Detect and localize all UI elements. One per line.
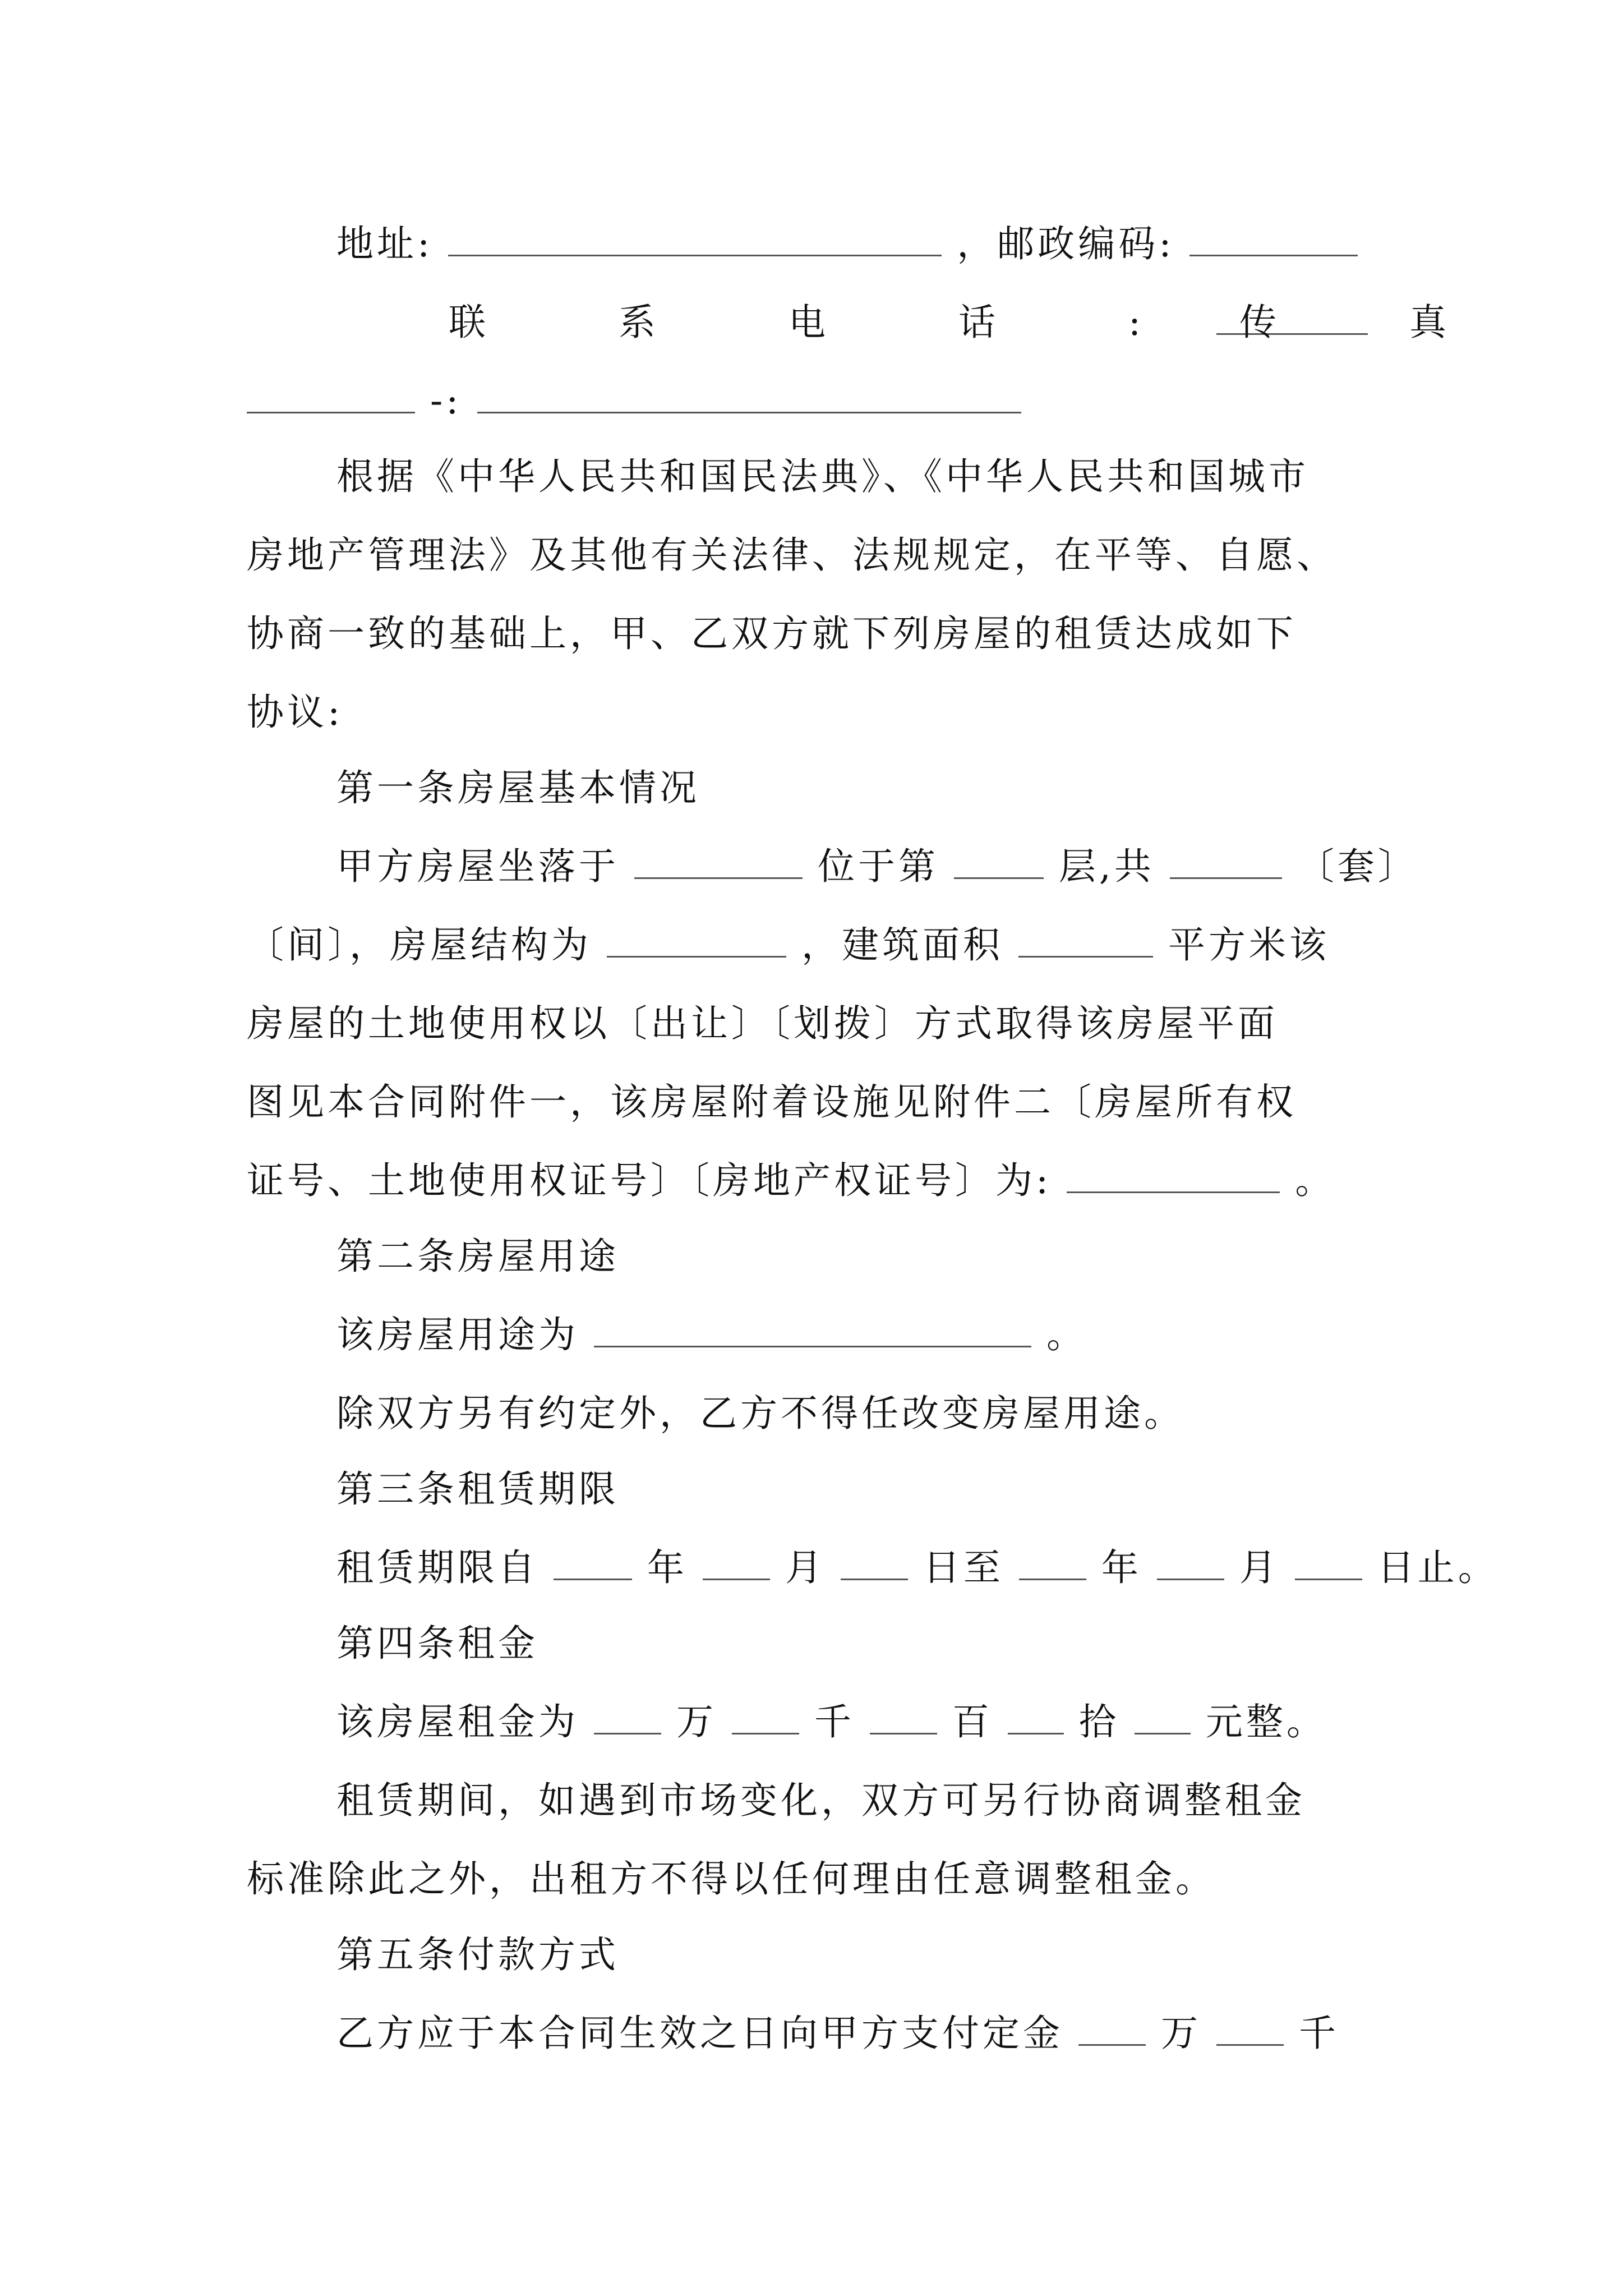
start-month-label: 月: [785, 1546, 826, 1589]
article-3-title: 第三条租赁期限: [336, 1467, 619, 1511]
usage-blank[interactable]: [594, 1314, 1031, 1347]
end-month-blank[interactable]: [1157, 1547, 1224, 1580]
end-month-label: 月: [1239, 1546, 1280, 1589]
phone-label: 联 系 电 话 :: [449, 301, 1202, 344]
floor-label: 位于第: [817, 845, 939, 888]
address-label: 地址:: [336, 222, 434, 265]
unit-set-label: 〔套〕: [1297, 845, 1418, 888]
area-label: ，建筑面积: [801, 923, 1003, 967]
rent-shi-label: 拾: [1078, 1700, 1119, 1743]
floor-blank[interactable]: [954, 846, 1044, 879]
end-year-label: 年: [1101, 1546, 1142, 1589]
rent-yuan-label: 元整。: [1205, 1700, 1327, 1743]
deposit-qian-blank[interactable]: [1216, 2013, 1284, 2046]
cert-label: 证号、土地使用权证号〕〔房地产权证号〕为:: [247, 1159, 1052, 1202]
fax-blank-2[interactable]: [477, 380, 1021, 413]
start-year-label: 年: [647, 1546, 688, 1589]
postcode-label: ，邮政编码:: [957, 222, 1175, 265]
preamble-line-4: 协议:: [247, 691, 344, 734]
preamble-line-2: 房地产管理法》及其他有关法律、法规规定，在平等、自愿、: [247, 533, 1337, 577]
rent-bai-blank[interactable]: [870, 1701, 937, 1734]
deposit-label: 乙方应于本合同生效之日向甲方支付定金: [336, 2012, 1063, 2055]
article-1-line-2: [247, 920, 1330, 970]
fax-label-line: [1239, 297, 1507, 348]
structure-label: 〔间〕，房屋结构为: [247, 923, 592, 967]
rent-yuan-blank[interactable]: [1135, 1701, 1191, 1734]
start-year-blank[interactable]: [554, 1547, 632, 1580]
deposit-wan-blank[interactable]: [1078, 2013, 1146, 2046]
location-label: 甲方房屋坐落于: [336, 845, 619, 888]
rent-label: 该房屋租金为: [336, 1700, 579, 1743]
article-1-title: 第一条房屋基本情况: [336, 766, 700, 809]
deposit-qian-label: 千: [1298, 2012, 1339, 2055]
article-5-line-1: [336, 2008, 1339, 2059]
article-3-line-1: [336, 1543, 1498, 1593]
start-month-blank[interactable]: [703, 1547, 770, 1580]
article-4-line-2: 租赁期间，如遇到市场变化，双方可另行协商调整租金: [336, 1779, 1306, 1822]
structure-blank[interactable]: [607, 924, 786, 958]
rent-wan-label: 万: [676, 1700, 717, 1743]
address-line: [336, 219, 1358, 269]
rent-shi-blank[interactable]: [1008, 1701, 1064, 1734]
end-day-blank[interactable]: [1295, 1547, 1362, 1580]
term-end-label: 日止。: [1377, 1546, 1498, 1589]
fax-cont-label: -:: [430, 379, 462, 422]
total-label: 层,共: [1058, 845, 1155, 888]
article-4-line-1: [336, 1697, 1327, 1747]
rent-qian-blank[interactable]: [732, 1701, 799, 1734]
article-2-line-2: 除双方另有约定外，乙方不得任改变房屋用途。: [336, 1392, 1184, 1435]
term-from-label: 租赁期限自: [336, 1546, 538, 1589]
sqm-label: 平方米该: [1168, 923, 1330, 967]
cert-blank[interactable]: [1067, 1160, 1280, 1193]
usage-label: 该房屋用途为: [336, 1313, 579, 1356]
end-year-blank[interactable]: [1019, 1547, 1086, 1580]
article-5-title: 第五条付款方式: [336, 1933, 619, 1976]
area-blank[interactable]: [1018, 924, 1153, 958]
fax-label: 传 真: [1239, 301, 1507, 344]
start-day-blank[interactable]: [841, 1547, 908, 1580]
article-1-line-3: 房屋的土地使用权以〔出让〕〔划拨〕方式取得该房屋平面: [247, 1002, 1278, 1045]
article-4-title: 第四条租金: [336, 1622, 538, 1665]
postcode-blank[interactable]: [1189, 223, 1358, 256]
location-blank[interactable]: [634, 846, 803, 879]
cert-period: 。: [1295, 1159, 1336, 1202]
article-2-line-1: [336, 1310, 1087, 1360]
article-2-title: 第二条房屋用途: [336, 1235, 619, 1278]
term-to-label: 日至: [923, 1546, 1004, 1589]
rent-wan-blank[interactable]: [594, 1701, 661, 1734]
article-1-line-4: 图见本合同附件一，该房屋附着设施见附件二〔房屋所有权: [247, 1080, 1297, 1124]
usage-period: 。: [1046, 1313, 1087, 1356]
preamble-line-3: 协商一致的基础上，甲、乙双方就下列房屋的租赁达成如下: [247, 612, 1297, 655]
deposit-wan-label: 万: [1160, 2012, 1201, 2055]
rent-qian-label: 千: [814, 1700, 855, 1743]
phone-fax-line: [449, 297, 1368, 348]
article-1-line-1: [336, 841, 1418, 892]
total-blank[interactable]: [1170, 846, 1282, 879]
preamble-line-1: 根据《中华人民共和国民法典》、《中华人民共和国城市: [336, 455, 1309, 498]
article-1-line-5: [247, 1156, 1335, 1206]
rent-bai-label: 百: [952, 1700, 993, 1743]
fax-cont-line: [247, 376, 1021, 426]
address-blank[interactable]: [448, 223, 942, 256]
fax-blank-1[interactable]: [247, 380, 415, 413]
article-4-line-3: 标准除此之外，出租方不得以任何理由任意调整租金。: [247, 1857, 1216, 1901]
